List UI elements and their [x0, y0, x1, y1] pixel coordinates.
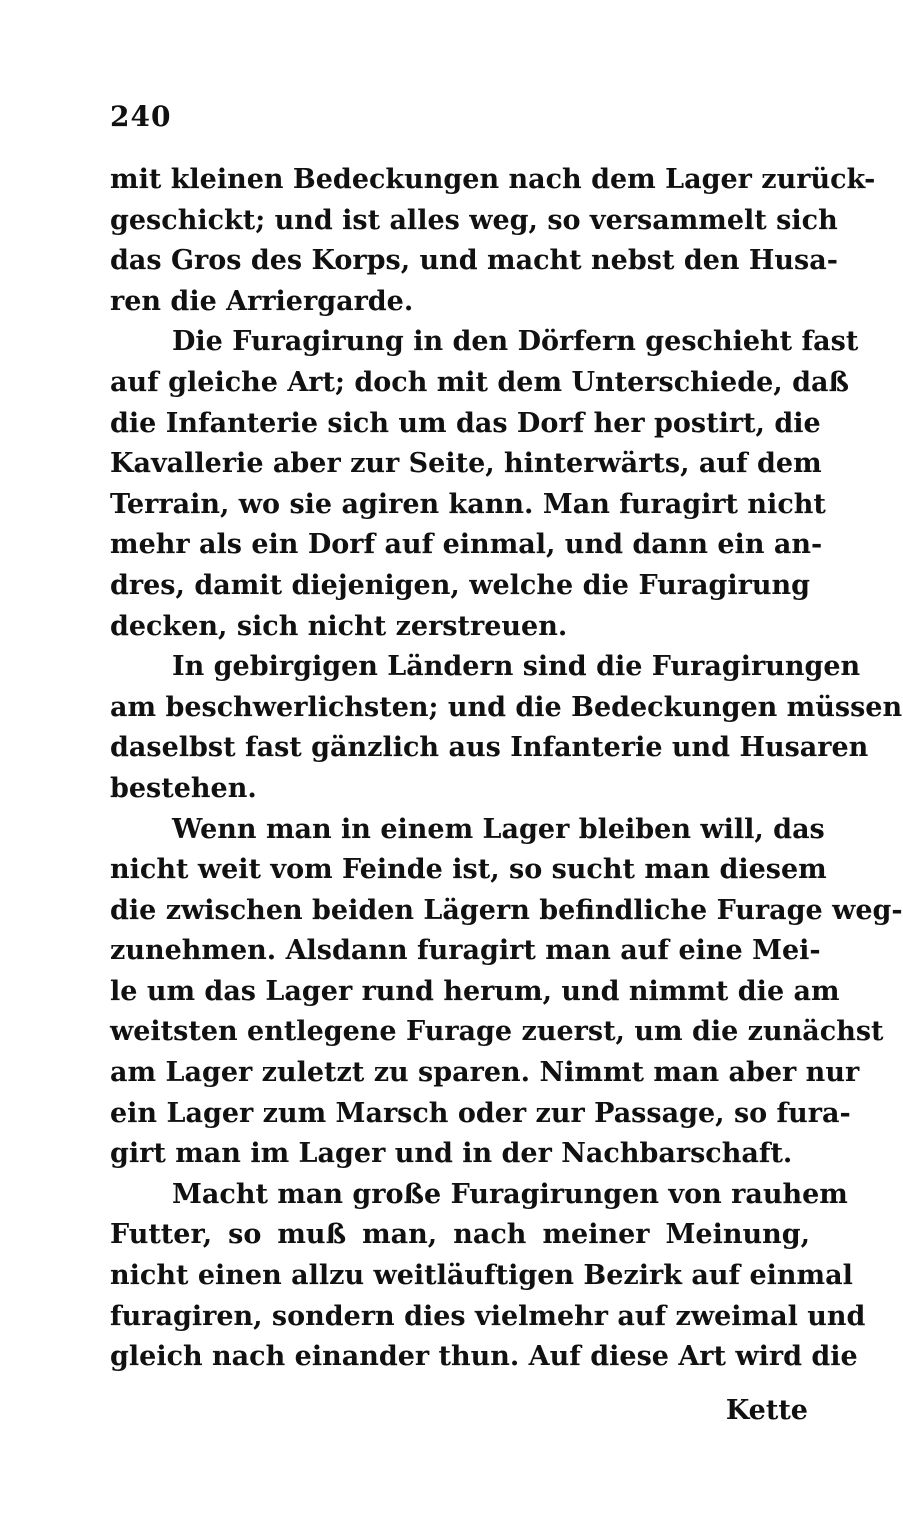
text-line: Kavallerie aber zur Seite, hinterwärts, auf dem [110, 448, 822, 480]
text-line: am beschwerlichsten; und die Bedeckungen müssen [110, 691, 903, 723]
text-line: dres, damit diejenigen, welche die Furagirung [110, 569, 810, 601]
body-text [110, 160, 903, 1378]
text-line: zunehmen. Alsdann furagirt man auf eine Mei- [110, 935, 821, 967]
text-line: Terrain, wo sie agiren kann. Man furagirt nicht [110, 488, 826, 520]
text-line: die zwischen beiden Lägern befindliche Furage weg- [110, 894, 903, 926]
text-line: daselbst fast gänzlich aus Infanterie und Husaren [110, 732, 869, 764]
page-number: 240 [110, 100, 172, 133]
text-line: das Gros des Korps, und macht nebst den Husa- [110, 245, 838, 277]
text-line: Wenn man in einem Lager bleiben will, das [172, 813, 825, 845]
text-line: mehr als ein Dorf auf einmal, und dann ein an- [110, 529, 823, 561]
text-line: Macht man große Furagirungen von rauhem [172, 1178, 848, 1210]
text-line: mit kleinen Bedeckungen nach dem Lager zurück- [110, 164, 876, 195]
text-line: geschickt; und ist alles weg, so versammelt sich [110, 204, 838, 236]
text-line: bestehen. [110, 772, 257, 804]
text-line: weitsten entlegene Furage zuerst, um die zunächst [110, 1016, 884, 1048]
text-line: gleich nach einander thun. Auf diese Art wird die [110, 1341, 858, 1373]
text-line: le um das Lager rund herum, und nimmt die am [110, 975, 840, 1007]
text-line: Futter, so muß man, nach meiner Meinung, [110, 1219, 810, 1251]
text-line: furagiren, sondern dies vielmehr auf zweimal und [110, 1300, 866, 1332]
text-line: ren die Arriergarde. [110, 285, 414, 317]
text-line: girt man im Lager und in der Nachbarschaft. [110, 1138, 793, 1170]
text-line: Die Furagirung in den Dörfern geschieht fast [172, 326, 859, 358]
text-line: die Infanterie sich um das Dorf her postirt, die [110, 407, 821, 439]
text-line: In gebirgigen Ländern sind die Furagirungen [172, 651, 861, 683]
text-line: am Lager zuletzt zu sparen. Nimmt man aber nur [110, 1057, 860, 1089]
text-line: nicht einen allzu weitläuftigen Bezirk auf einmal [110, 1260, 853, 1292]
text-line: nicht weit vom Feinde ist, so sucht man diesem [110, 854, 827, 886]
text-line: ein Lager zum Marsch oder zur Passage, so fura- [110, 1097, 851, 1129]
text-line: auf gleiche Art; doch mit dem Unterschiede, daß [110, 366, 849, 398]
text-line: decken, sich nicht zerstreuen. [110, 610, 568, 642]
catchword: Kette [725, 1395, 808, 1426]
